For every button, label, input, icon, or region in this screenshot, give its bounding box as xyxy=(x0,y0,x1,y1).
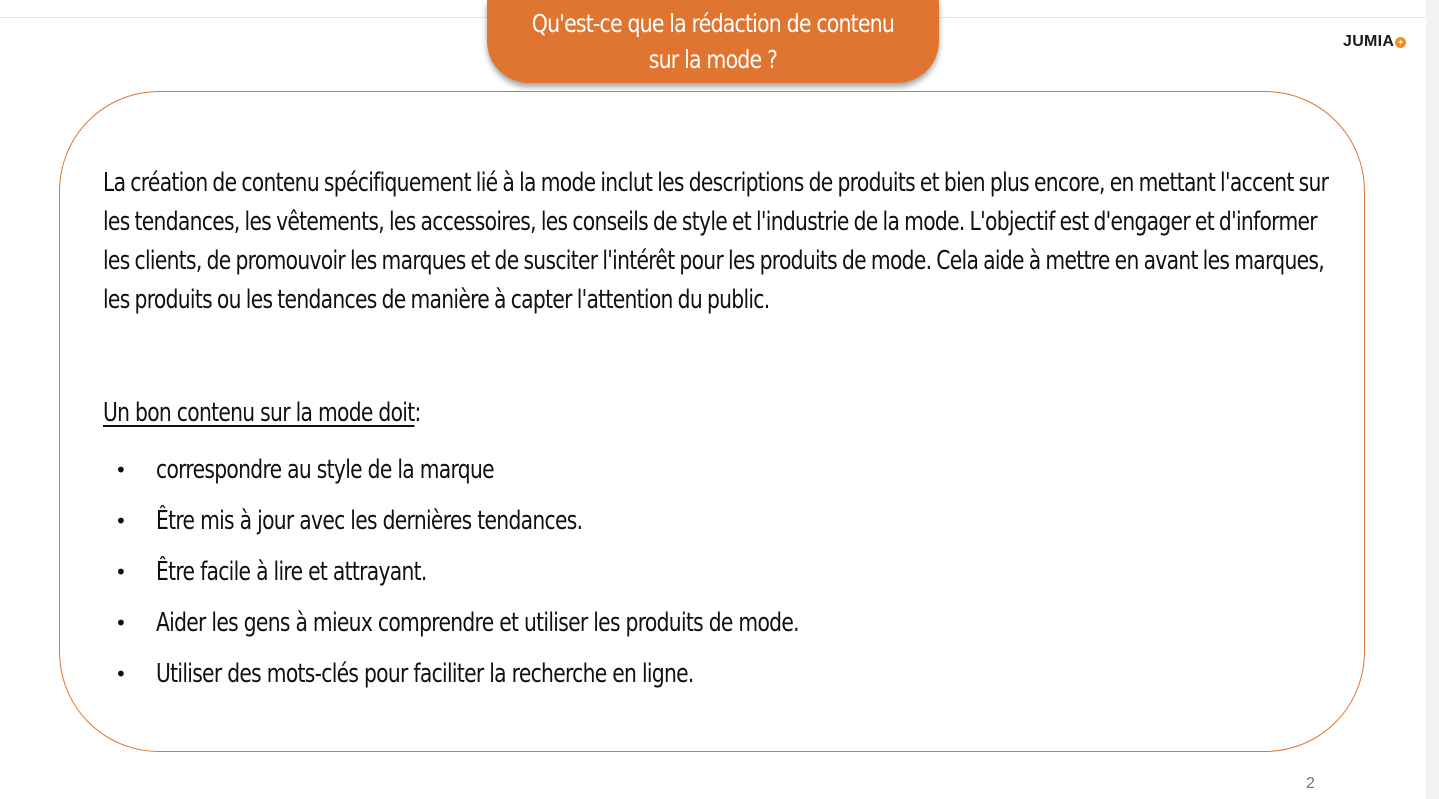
bullet-icon: • xyxy=(115,457,127,482)
bullet-icon: • xyxy=(115,508,127,533)
jumia-logo xyxy=(1343,33,1406,51)
bullet-text: Aider les gens à mieux comprendre et utiliser les produits de mode. xyxy=(156,607,799,638)
bullet-text: Utiliser des mots-clés pour faciliter la recherche en ligne. xyxy=(156,658,694,689)
list-item xyxy=(115,597,980,648)
bullet-list xyxy=(115,444,980,699)
list-item xyxy=(115,546,980,597)
list-item xyxy=(115,444,980,495)
bullet-text: Être facile à lire et attrayant. xyxy=(156,556,427,587)
intro-paragraph-text: La création de contenu spécifiquement lié à la mode inclut les descriptions de produits et bien plus encore, en mettant l'accent sur les tendances, les vêtements, les accessoires, les conseils de style et l'industrie de la mode. L'objectif est d'engager et d'informer les clients, de promouvoir les marques et de susciter l'intérêt pour les produits de mode. Cela aide à mettre en avant les marques, les produits ou les tendances de manière à capter l'attention du public. xyxy=(103,168,1329,315)
list-item xyxy=(115,648,980,699)
section-subheading xyxy=(103,394,421,433)
right-scroll-gutter[interactable] xyxy=(1426,0,1439,799)
subheading-colon: : xyxy=(414,398,421,428)
slide-title: Qu'est-ce que la rédaction de contenu sur la mode ? xyxy=(531,8,895,74)
bullet-text: correspondre au style de la marque xyxy=(156,454,494,485)
bullet-icon: • xyxy=(115,610,127,635)
bullet-icon: • xyxy=(115,661,127,686)
bullet-text: Être mis à jour avec les dernières tendances. xyxy=(156,505,583,536)
page-number: 2 xyxy=(1306,775,1315,792)
logo-text: JUMIA xyxy=(1343,33,1395,50)
subheading-text: Un bon contenu sur la mode doit xyxy=(103,398,415,428)
intro-paragraph xyxy=(103,164,1333,320)
title-banner xyxy=(487,0,939,83)
star-icon: ✦ xyxy=(1395,37,1406,48)
list-item xyxy=(115,495,980,546)
bullet-icon: • xyxy=(115,559,127,584)
